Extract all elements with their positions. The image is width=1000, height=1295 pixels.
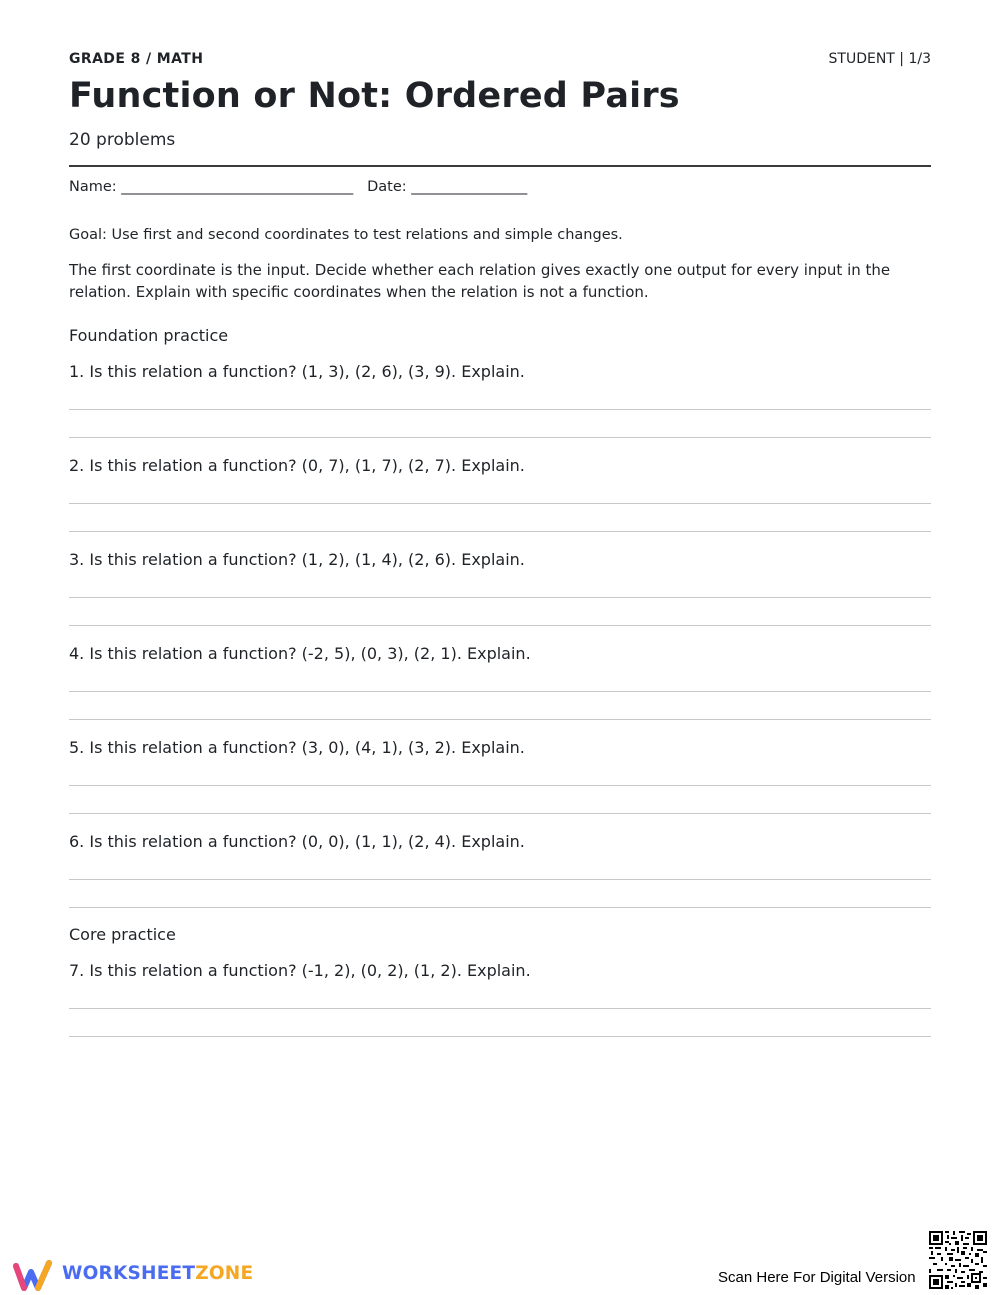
- answer-line[interactable]: [69, 503, 931, 504]
- problem-item: [69, 738, 931, 810]
- grade-subject-label: GRADE 8 / MATH: [69, 51, 204, 67]
- logo-text-zone: ZONE: [195, 1263, 254, 1284]
- answer-line[interactable]: [69, 879, 931, 880]
- goal-text: Goal: Use first and second coordinates to test relations and simple changes.: [69, 227, 623, 243]
- answer-line[interactable]: [69, 907, 931, 908]
- answer-line[interactable]: [69, 1008, 931, 1009]
- logo-text: [62, 1263, 253, 1284]
- qr-code-icon[interactable]: [929, 1231, 987, 1289]
- problem-count: 20 problems: [69, 130, 176, 150]
- problem-question: 2. Is this relation a function? (0, 7), (1, 7), (2, 7). Explain.: [69, 456, 525, 475]
- answer-line[interactable]: [69, 691, 931, 692]
- logo-mark-icon: [13, 1260, 53, 1292]
- answer-line[interactable]: [69, 813, 931, 814]
- header-divider: [69, 165, 931, 167]
- problem-question: 7. Is this relation a function? (-1, 2), (0, 2), (1, 2). Explain.: [69, 961, 531, 980]
- section-heading-core: Core practice: [69, 925, 176, 944]
- problem-question: 6. Is this relation a function? (0, 0), (1, 1), (2, 4). Explain.: [69, 832, 525, 851]
- answer-line[interactable]: [69, 409, 931, 410]
- name-date-fields: Name: ________________________________ Date: ________________: [69, 179, 528, 195]
- scan-instruction: Scan Here For Digital Version: [718, 1269, 916, 1286]
- page-title: Function or Not: Ordered Pairs: [69, 76, 680, 116]
- problem-question: 4. Is this relation a function? (-2, 5), (0, 3), (2, 1). Explain.: [69, 644, 531, 663]
- problem-item: [69, 456, 931, 528]
- answer-line[interactable]: [69, 531, 931, 532]
- problem-question: 3. Is this relation a function? (1, 2), (1, 4), (2, 6). Explain.: [69, 550, 525, 569]
- problem-question: 5. Is this relation a function? (3, 0), (4, 1), (3, 2). Explain.: [69, 738, 525, 757]
- answer-line[interactable]: [69, 719, 931, 720]
- problem-item: [69, 550, 931, 622]
- answer-line[interactable]: [69, 597, 931, 598]
- logo-text-worksheet: WORKSHEET: [62, 1263, 196, 1284]
- problem-item: [69, 644, 931, 716]
- instructions-text: The first coordinate is the input. Decide whether each relation gives exactly one output for every input in the relation. Explain with specific coordinates when the relation is not a function.: [69, 261, 891, 301]
- problem-question: 1. Is this relation a function? (1, 3), (2, 6), (3, 9). Explain.: [69, 362, 525, 381]
- problem-item: [69, 961, 931, 1033]
- problem-item: [69, 362, 931, 434]
- answer-line[interactable]: [69, 625, 931, 626]
- header-meta: [69, 51, 931, 69]
- page-info-label: STUDENT | 1/3: [828, 51, 931, 67]
- answer-line[interactable]: [69, 1036, 931, 1037]
- answer-line[interactable]: [69, 785, 931, 786]
- section-heading-foundation: Foundation practice: [69, 326, 229, 345]
- worksheetzone-logo[interactable]: [13, 1260, 254, 1292]
- problem-item: [69, 832, 931, 904]
- answer-line[interactable]: [69, 437, 931, 438]
